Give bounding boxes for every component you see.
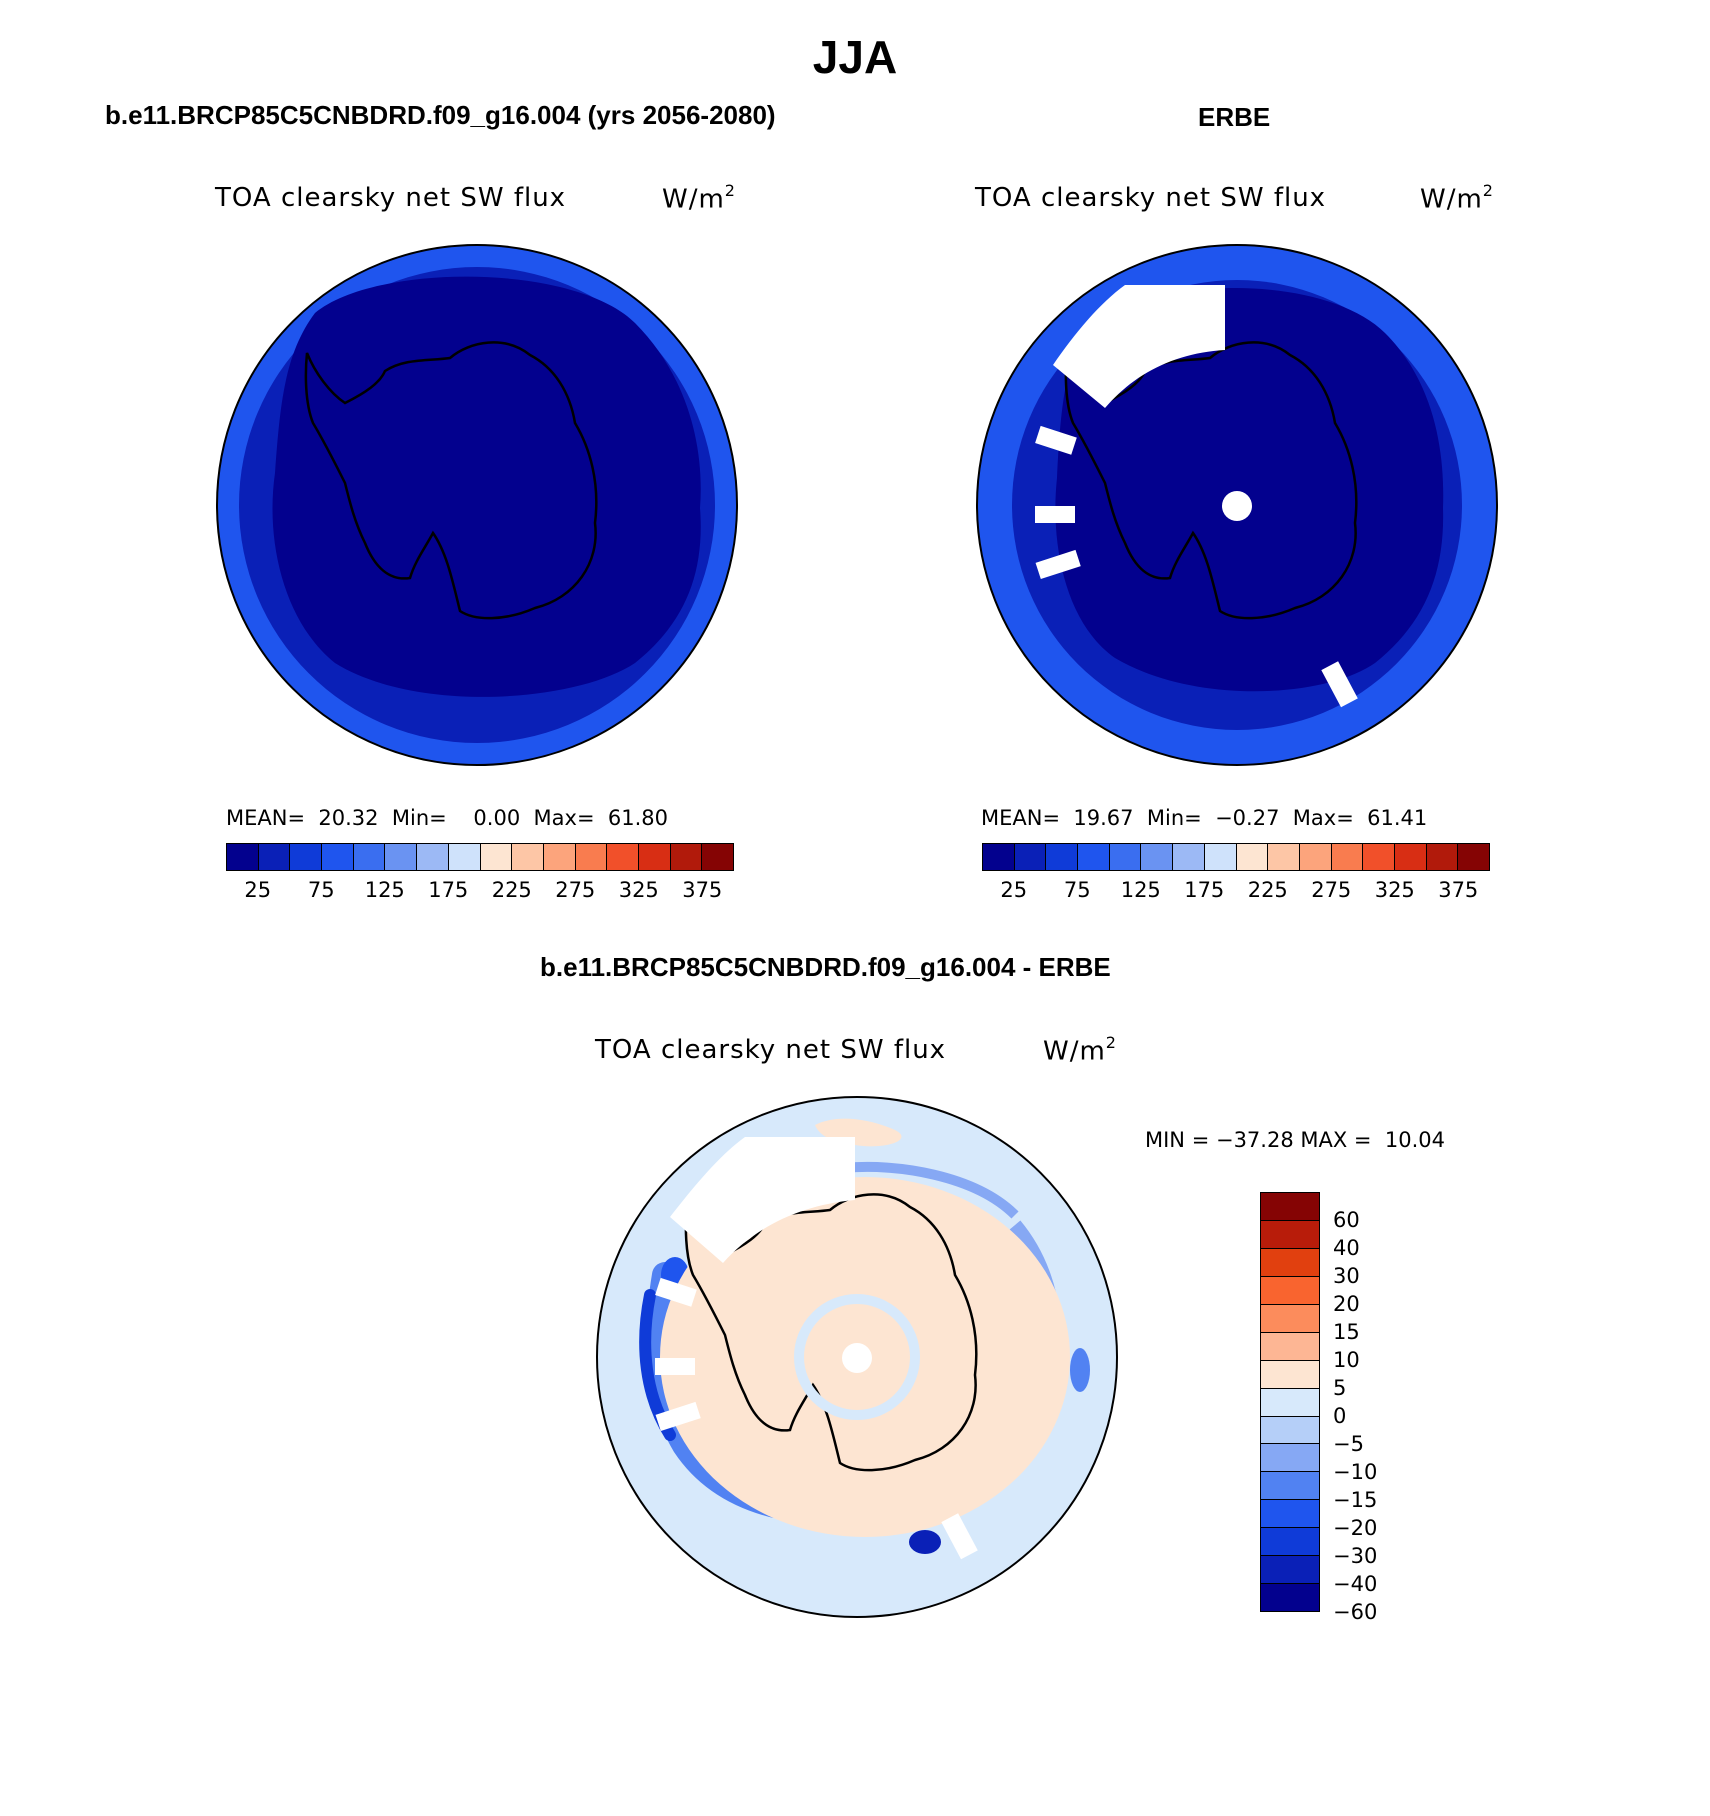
figure-title: JJA: [812, 31, 898, 83]
left-variable-label: TOA clearsky net SW flux: [215, 183, 567, 213]
colorbar-level-label: 60: [1333, 1208, 1360, 1232]
colorbar-swatch: [1261, 1389, 1319, 1417]
colorbar-level-label: 30: [1333, 1264, 1360, 1288]
colorbar-swatch: [290, 844, 322, 870]
colorbar-swatch: [1268, 844, 1300, 870]
colorbar-swatch: [322, 844, 354, 870]
bottom-units-label: $W/m^2$: [1043, 1033, 1117, 1067]
colorbar-tick-label: 325: [1374, 878, 1415, 902]
colorbar-swatch: [1332, 844, 1364, 870]
colorbar-level-label: 20: [1333, 1292, 1360, 1316]
right-map-pole-hole: [1222, 491, 1252, 521]
colorbar-swatch: [385, 844, 417, 870]
colorbar-swatch: [227, 844, 259, 870]
left-polar-map: [215, 243, 739, 767]
colorbar-swatch: [1046, 844, 1078, 870]
colorbar-swatch: [639, 844, 671, 870]
colorbar-swatch: [1261, 1333, 1319, 1361]
colorbar-swatch: [607, 844, 639, 870]
colorbar-swatch: [1300, 844, 1332, 870]
colorbar-level-label: 0: [1333, 1404, 1347, 1428]
colorbar-tick-label: 325: [618, 878, 659, 902]
colorbar-tick-label: 275: [555, 878, 596, 902]
colorbar-swatch: [1173, 844, 1205, 870]
colorbar-swatch: [259, 844, 291, 870]
colorbar-swatch: [1261, 1472, 1319, 1500]
colorbar-tick-label: 225: [491, 878, 532, 902]
colorbar-swatch: [1261, 1249, 1319, 1277]
colorbar-level-label: 5: [1333, 1376, 1347, 1400]
left-units-label: $W/m^2$: [662, 181, 736, 215]
colorbar-level-label: −15: [1333, 1488, 1378, 1512]
colorbar-swatch: [1427, 844, 1459, 870]
colorbar-level-label: −60: [1333, 1600, 1378, 1624]
colorbar-tick-label: 225: [1247, 878, 1288, 902]
colorbar-swatch: [1110, 844, 1142, 870]
colorbar-tick-label: 125: [364, 878, 405, 902]
colorbar-tick-label: 25: [244, 878, 272, 902]
right-map-missing-data-block: [1035, 506, 1075, 523]
left-colorbar: [226, 843, 734, 871]
colorbar-tick-label: 375: [1438, 878, 1479, 902]
left-colorbar-ticks: [226, 878, 734, 904]
colorbar-tick-label: 275: [1311, 878, 1352, 902]
right-polar-map: [975, 243, 1499, 767]
colorbar-level-label: 15: [1333, 1319, 1360, 1344]
colorbar-swatch: [1261, 1584, 1319, 1611]
bottom-map-negative-blob: [909, 1530, 941, 1554]
colorbar-swatch: [702, 844, 733, 870]
colorbar-swatch: [1261, 1417, 1319, 1445]
left-stats: MEAN= 20.32 Min= 0.00 Max= 61.80: [226, 806, 669, 830]
colorbar-tick-label: 75: [1063, 878, 1091, 902]
colorbar-swatch: [1261, 1305, 1319, 1333]
colorbar-swatch: [1458, 844, 1489, 870]
right-variable-label: TOA clearsky net SW flux: [975, 183, 1327, 213]
right-colorbar-ticks: [982, 878, 1490, 904]
colorbar-level-label: −20: [1333, 1516, 1378, 1540]
right-panel-title: ERBE: [1198, 102, 1271, 132]
colorbar-swatch: [1261, 1361, 1319, 1389]
colorbar-level-label: 40: [1333, 1236, 1360, 1260]
bottom-map-missing-data-block: [655, 1358, 695, 1375]
colorbar-swatch: [1261, 1221, 1319, 1249]
bottom-variable-label: TOA clearsky net SW flux: [595, 1035, 947, 1065]
colorbar-swatch: [417, 844, 449, 870]
colorbar-tick-label: 25: [1000, 878, 1028, 902]
left-panel-title: b.e11.BRCP85C5CNBDRD.f09_g16.004 (yrs 2056-2080): [105, 100, 776, 130]
colorbar-swatch: [1261, 1556, 1319, 1584]
colorbar-swatch: [1363, 844, 1395, 870]
colorbar-tick-label: 175: [1184, 878, 1225, 902]
colorbar-swatch: [983, 844, 1015, 870]
colorbar-tick-label: 175: [428, 878, 469, 902]
colorbar-swatch: [481, 844, 513, 870]
colorbar-level-label: −10: [1333, 1459, 1378, 1484]
colorbar-swatch: [1261, 1193, 1319, 1221]
colorbar-swatch: [1261, 1500, 1319, 1528]
bottom-map-pole-hole: [842, 1343, 872, 1373]
colorbar-swatch: [354, 844, 386, 870]
right-stats: MEAN= 19.67 Min= −0.27 Max= 61.41: [981, 806, 1428, 830]
right-colorbar: [982, 843, 1490, 871]
bottom-stats: MIN = −37.28 MAX = 10.04: [1145, 1128, 1445, 1152]
colorbar-swatch: [1237, 844, 1269, 870]
colorbar-swatch: [512, 844, 544, 870]
colorbar-swatch: [576, 844, 608, 870]
right-units-label: $W/m^2$: [1420, 181, 1494, 215]
colorbar-swatch: [1015, 844, 1047, 870]
colorbar-swatch: [449, 844, 481, 870]
bottom-map-negative-blob: [1070, 1348, 1090, 1392]
colorbar-swatch: [1078, 844, 1110, 870]
bottom-colorbar-labels: [1333, 1192, 1413, 1624]
colorbar-swatch: [1395, 844, 1427, 870]
colorbar-swatch: [1261, 1444, 1319, 1472]
colorbar-level-label: −40: [1333, 1572, 1378, 1596]
colorbar-level-label: −5: [1333, 1432, 1364, 1456]
colorbar-swatch: [1261, 1277, 1319, 1305]
colorbar-tick-label: 125: [1120, 878, 1161, 902]
colorbar-swatch: [1261, 1528, 1319, 1556]
colorbar-level-label: −30: [1333, 1544, 1378, 1568]
colorbar-swatch: [671, 844, 703, 870]
colorbar-swatch: [1141, 844, 1173, 870]
bottom-polar-map: [595, 1095, 1119, 1619]
bottom-panel-title: b.e11.BRCP85C5CNBDRD.f09_g16.004 - ERBE: [540, 952, 1111, 982]
colorbar-level-label: 10: [1333, 1348, 1360, 1372]
colorbar-tick-label: 375: [682, 878, 723, 902]
colorbar-tick-label: 75: [307, 878, 335, 902]
bottom-colorbar: [1260, 1192, 1320, 1612]
colorbar-swatch: [1205, 844, 1237, 870]
colorbar-swatch: [544, 844, 576, 870]
